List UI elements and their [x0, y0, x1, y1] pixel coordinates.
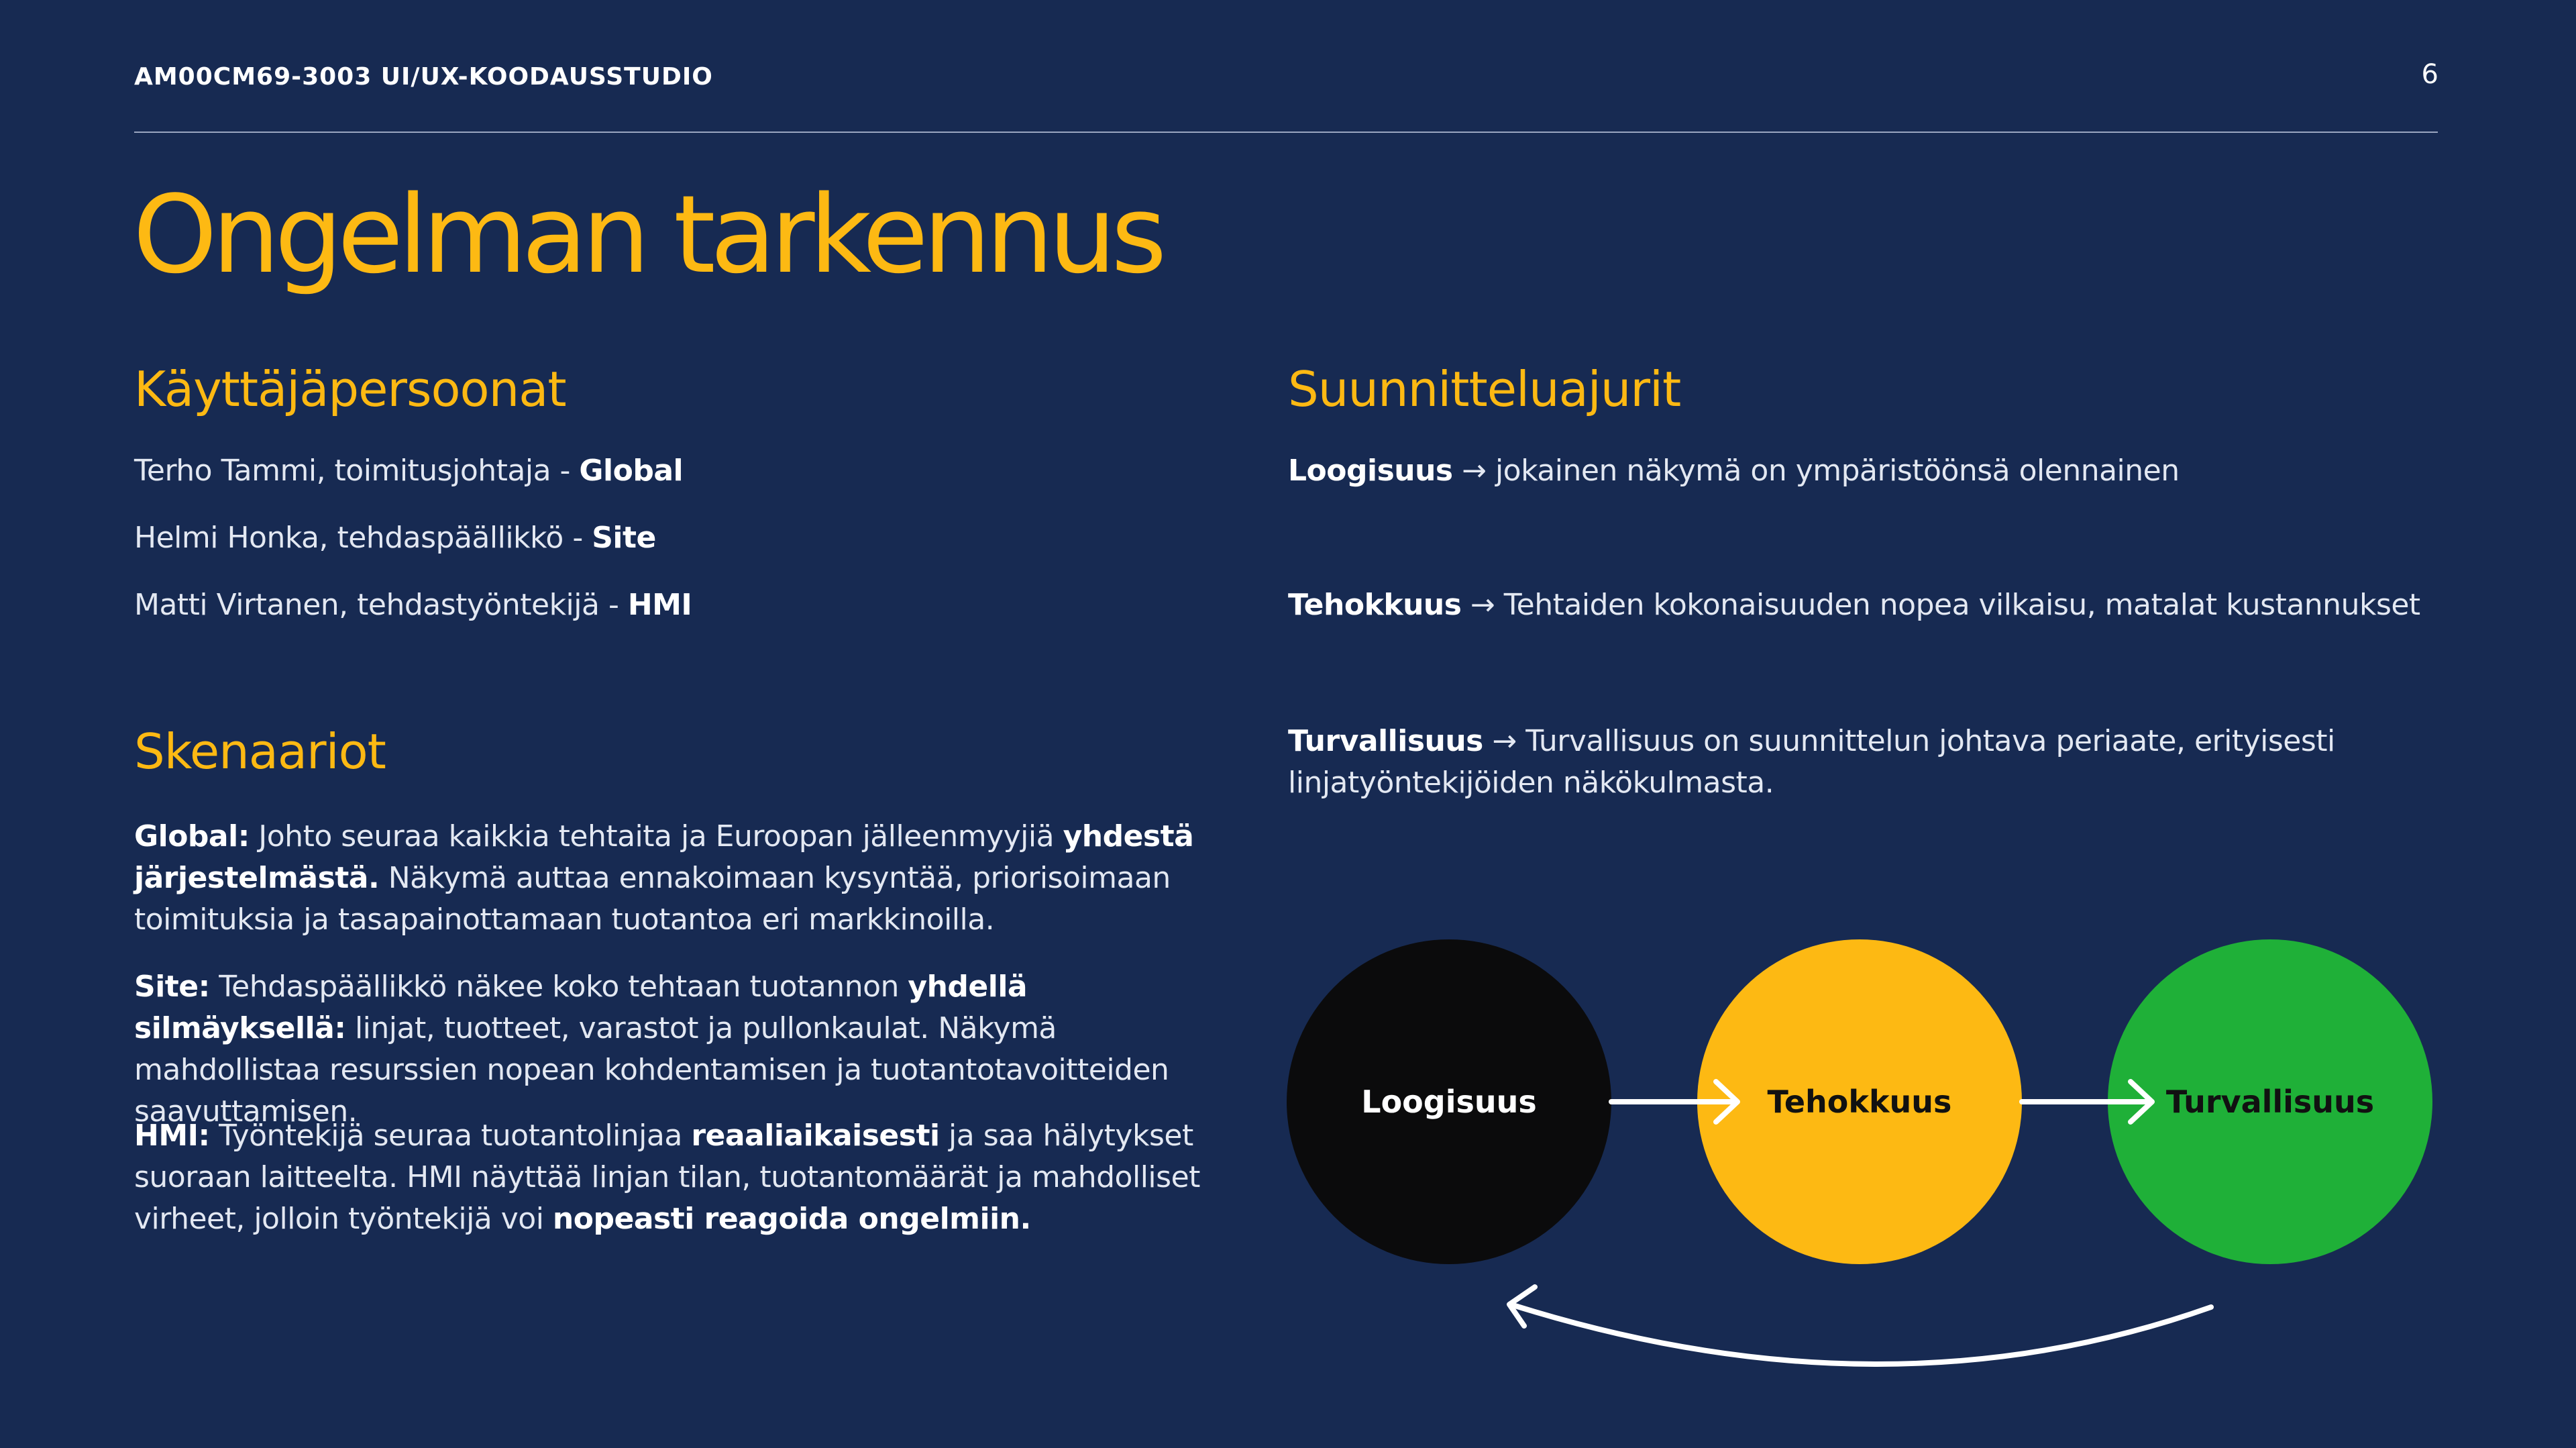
node-loogisuus: Loogisuus [1287, 939, 1611, 1264]
arrow-loop-back [1511, 1304, 2211, 1364]
node-tehokkuus: Tehokkuus [1697, 939, 2022, 1264]
scenario-global: Global: Johto seuraa kaikkia tehtaita ja Euroopan jälleenmyyjiä yhdestä järjestelmästä. Näkymä auttaa ennakoimaan kysyntää, priorisoimaan toimituksia ja tasapainottamaan tuotantoa eri markkinoilla. [134, 819, 1194, 937]
page-title: Ongelman tarkennus [133, 172, 1162, 297]
page-number: 6 [2421, 59, 2438, 90]
personas-heading: Käyttäjäpersoonat [134, 361, 566, 417]
scenario-site: Site: Tehdaspäällikkö näkee koko tehtaan tuotannon yhdellä silmäyksellä: linjat, tuotteet, varastot ja pullonkaulat. Näkymä mahdollistaa resurssien nopean kohdentamisen ja tuotantotavoitteiden saavuttamisen. [134, 970, 1169, 1129]
drivers-heading: Suunnitteluajurit [1288, 361, 1681, 417]
scenarios-heading: Skenaariot [134, 723, 386, 780]
driver-item: Loogisuus → jokainen näkymä on ympäristöönsä olennainen [1288, 454, 2180, 488]
persona-item: Helmi Honka, tehdaspäällikkö - Site [134, 521, 656, 555]
course-label: AM00CM69-3003 UI/UX-KOODAUSSTUDIO [134, 63, 713, 91]
driver-item: Turvallisuus → Turvallisuus on suunnittelun johtava periaate, erityisesti linjatyöntekijöiden näkökulmasta. [1288, 724, 2335, 800]
scenario-hmi: HMI: Työntekijä seuraa tuotantolinjaa reaaliaikaisesti ja saa hälytykset suoraan laitteelta. HMI näyttää linjan tilan, tuotantomäärät ja mahdolliset virheet, jolloin työntekijä voi nopeasti reagoida ongelmiin. [134, 1119, 1200, 1236]
driver-item: Tehokkuus → Tehtaiden kokonaisuuden nopea vilkaisu, matalat kustannukset [1288, 588, 2420, 622]
node-turvallisuus: Turvallisuus [2108, 939, 2432, 1264]
persona-item: Matti Virtanen, tehdastyöntekijä - HMI [134, 588, 692, 622]
persona-item: Terho Tammi, toimitusjohtaja - Global [134, 454, 684, 488]
